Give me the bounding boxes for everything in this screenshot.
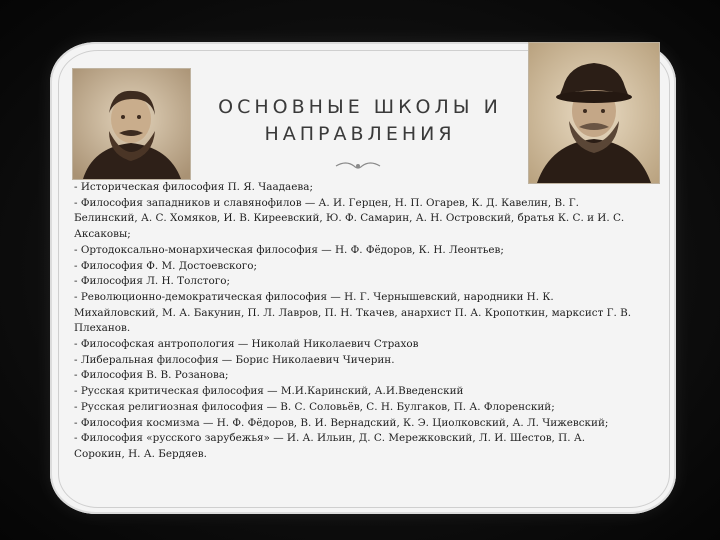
list-item: - Революционно-демократическая философия — Н. Г. Чернышевский, народники Н. К. Михайловский, М. А. Бакунин, П. Л. Лавров, П. Н. Ткачев, анархист П. А. Кропоткин, марксист Г. В. Плеханов.	[74, 290, 632, 335]
list-item: - Историческая философия П. Я. Чаадаева;	[74, 181, 313, 193]
swirl-ornament-icon	[334, 160, 382, 172]
list-item: - Философия космизма — Н. Ф. Фёдоров, В. И. Вернадский, К. Э. Циолковский, А. Л. Чижевский;	[74, 416, 609, 429]
list-item: - Ортодоксально-монархическая философия — Н. Ф. Фёдоров, К. Н. Леонтьев;	[74, 243, 504, 256]
title-line-1: ОСНОВНЫЕ ШКОЛЫ И	[218, 96, 502, 118]
title-line-2: НАПРАВЛЕНИЯ	[264, 123, 456, 145]
list-item: - Философская антропология — Николай Николаевич Страхов	[74, 338, 419, 351]
list-item: - Философия западников и славянофилов — А. И. Герцен, Н. П. Огарев, К. Д. Кавелин, В. Г. Белинский, А. С. Хомяков, И. В. Киреевский, Ю. Ф. Самарин, А. Н. Островский, братья К. С. и И. С. Аксаковы;	[74, 196, 625, 241]
schools-list	[74, 180, 634, 463]
list-item: - Философия Ф. М. Достоевского;	[74, 259, 257, 272]
list-item: - Философия «русского зарубежья» — И. А. Ильин, Д. С. Мережковский, Л. И. Шестов, П. А. Сорокин, Н. А. Бердяев.	[74, 432, 585, 460]
slide-title	[150, 94, 570, 148]
list-item: - Либеральная философия — Борис Николаевич Чичерин.	[74, 353, 395, 366]
list-item: - Русская религиозная философия — В. С. Соловьёв, С. Н. Булгаков, П. А. Флоренский;	[74, 400, 555, 413]
list-item: - Философия В. В. Розанова;	[74, 369, 229, 382]
list-item: - Философия Л. Н. Толстого;	[74, 275, 230, 288]
list-item: - Русская критическая философия — М.И.Каринский, А.И.Введенский	[74, 385, 464, 398]
